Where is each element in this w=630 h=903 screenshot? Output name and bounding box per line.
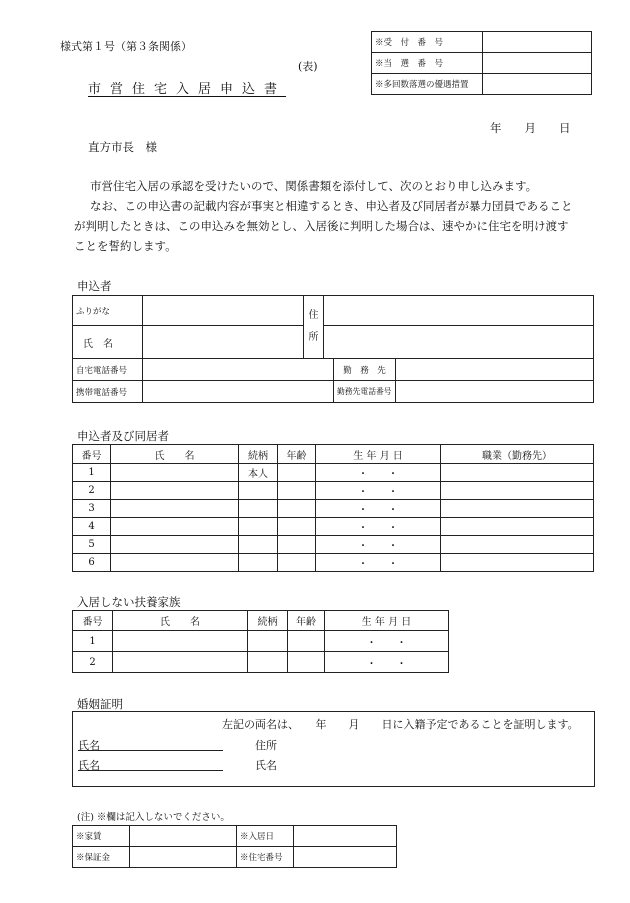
deposit-label: ※保証金	[73, 847, 130, 868]
marriage-name1-label: 氏名	[78, 739, 100, 752]
dep-name-field[interactable]	[113, 652, 248, 673]
household-table	[72, 444, 594, 572]
dep-relation-field[interactable]	[248, 652, 288, 673]
hh-header-dob: 生 年 月 日	[316, 445, 441, 464]
name-label: 氏 名	[73, 326, 143, 359]
applicant-table	[72, 295, 594, 403]
hh-occupation-field[interactable]	[441, 500, 594, 518]
dep-dob-field[interactable]: ・ ・	[325, 631, 449, 652]
name-field[interactable]	[143, 326, 304, 359]
dep-header-no: 番号	[73, 611, 113, 631]
hh-age-field[interactable]	[278, 482, 316, 500]
address-field[interactable]	[324, 326, 594, 359]
hh-name-field[interactable]	[111, 536, 239, 554]
work-phone-field[interactable]	[396, 381, 594, 403]
workplace-field[interactable]	[396, 359, 594, 381]
hh-row-no: 5	[73, 536, 111, 554]
hh-dob-field[interactable]: ・ ・	[316, 536, 441, 554]
table-row	[73, 554, 594, 572]
table-row	[73, 518, 594, 536]
address-field-top[interactable]	[324, 296, 594, 326]
dep-relation-field[interactable]	[248, 631, 288, 652]
dep-row-no: 2	[73, 652, 113, 673]
marriage-statement: 左記の両名は、 年 月 日に入籍予定であることを証明します。	[222, 718, 579, 731]
intro-line-2: なお、この申込書の記載内容が事実と相違するとき、申込者及び同居者が暴力団員であること	[90, 199, 573, 213]
form-number: 様式第１号（第３条関係）	[60, 40, 192, 53]
hh-dob-field[interactable]: ・ ・	[316, 554, 441, 572]
front-side-label: (表)	[298, 60, 318, 73]
lottery-number-label: ※当 選 番 号	[372, 53, 483, 74]
office-use-table	[371, 31, 592, 95]
hh-dob-field[interactable]: ・ ・	[316, 464, 441, 482]
reception-number-field[interactable]	[483, 32, 592, 53]
hh-dob-field[interactable]: ・ ・	[316, 518, 441, 536]
intro-line-1: 市営住宅入居の承認を受けたいので、関係書類を添付して、次のとおり申し込みます。	[90, 179, 538, 193]
office-note-table	[72, 825, 397, 868]
hh-occupation-field[interactable]	[441, 518, 594, 536]
deposit-field[interactable]	[130, 847, 237, 868]
hh-header-relation: 続柄	[239, 445, 278, 464]
marriage-section-title: 婚姻証明	[77, 697, 123, 711]
hh-dob-field[interactable]: ・ ・	[316, 482, 441, 500]
dep-row-no: 1	[73, 631, 113, 652]
mobile-phone-field[interactable]	[143, 381, 334, 403]
hh-row-no: 2	[73, 482, 111, 500]
house-number-field[interactable]	[294, 847, 397, 868]
hh-relation-field[interactable]: 本人	[239, 464, 278, 482]
table-row	[73, 652, 449, 673]
marriage-name1-field[interactable]	[78, 750, 223, 751]
hh-name-field[interactable]	[111, 482, 239, 500]
dep-age-field[interactable]	[288, 631, 325, 652]
hh-relation-field[interactable]	[239, 482, 278, 500]
table-row	[73, 536, 594, 554]
hh-row-no: 6	[73, 554, 111, 572]
dep-header-dob: 生 年 月 日	[325, 611, 449, 631]
rent-field[interactable]	[130, 826, 237, 847]
hh-relation-field[interactable]	[239, 536, 278, 554]
hh-age-field[interactable]	[278, 500, 316, 518]
dep-dob-field[interactable]: ・ ・	[325, 652, 449, 673]
hh-name-field[interactable]	[111, 500, 239, 518]
intro-line-4: ことを誓約します。	[74, 239, 177, 253]
note-text: (注) ※欄は記入しないでください。	[77, 812, 230, 823]
rent-label: ※家賃	[73, 826, 130, 847]
hh-occupation-field[interactable]	[441, 536, 594, 554]
move-in-date-label: ※入居日	[237, 826, 294, 847]
hh-header-no: 番号	[73, 445, 111, 464]
hh-header-occupation: 職業（勤務先）	[441, 445, 594, 464]
preferential-measure-field[interactable]	[483, 74, 592, 95]
hh-relation-field[interactable]	[239, 518, 278, 536]
dep-header-age: 年齢	[288, 611, 325, 631]
addressee: 直方市長 様	[88, 140, 157, 154]
hh-name-field[interactable]	[111, 554, 239, 572]
furigana-field[interactable]	[143, 296, 304, 326]
home-phone-label: 自宅電話番号	[73, 359, 143, 381]
dep-age-field[interactable]	[288, 652, 325, 673]
hh-occupation-field[interactable]	[441, 554, 594, 572]
furigana-label: ふりがな	[73, 296, 143, 326]
hh-age-field[interactable]	[278, 536, 316, 554]
hh-row-no: 1	[73, 464, 111, 482]
intro-line-3: が判明したときは、この申込みを無効とし、入居後に判明した場合は、速やかに住宅を明け渡す	[74, 219, 569, 233]
applicant-section-title: 申込者	[77, 279, 112, 293]
hh-occupation-field[interactable]	[441, 464, 594, 482]
hh-header-age: 年齢	[278, 445, 316, 464]
hh-name-field[interactable]	[111, 518, 239, 536]
hh-relation-field[interactable]	[239, 500, 278, 518]
hh-name-field[interactable]	[111, 464, 239, 482]
dependents-section-title: 入居しない扶養家族	[77, 595, 181, 609]
certifier-name-label: 氏名	[255, 759, 277, 772]
date-line: 年 月 日	[490, 121, 571, 135]
form-title: 市営住宅入居申込書	[88, 82, 287, 97]
lottery-number-field[interactable]	[483, 53, 592, 74]
marriage-name2-field[interactable]	[78, 770, 223, 771]
work-phone-label: 勤務先電話番号	[334, 381, 396, 403]
hh-age-field[interactable]	[278, 464, 316, 482]
workplace-label: 勤 務 先	[334, 359, 396, 381]
certifier-address-label: 住所	[255, 739, 277, 752]
household-section-title: 申込者及び同居者	[77, 429, 169, 443]
table-row	[73, 631, 449, 652]
dependents-table	[72, 610, 449, 673]
home-phone-field[interactable]	[143, 359, 334, 381]
hh-occupation-field[interactable]	[441, 482, 594, 500]
mobile-phone-label: 携帯電話番号	[73, 381, 143, 403]
hh-row-no: 3	[73, 500, 111, 518]
dep-header-name: 氏 名	[113, 611, 248, 631]
hh-age-field[interactable]	[278, 554, 316, 572]
marriage-name2-label: 氏名	[78, 759, 100, 772]
dep-name-field[interactable]	[113, 631, 248, 652]
reception-number-label: ※受 付 番 号	[372, 32, 483, 53]
move-in-date-field[interactable]	[294, 826, 397, 847]
hh-age-field[interactable]	[278, 518, 316, 536]
table-row	[73, 464, 594, 482]
house-number-label: ※住宅番号	[237, 847, 294, 868]
dep-header-relation: 続柄	[248, 611, 288, 631]
table-row	[73, 482, 594, 500]
hh-header-name: 氏 名	[111, 445, 239, 464]
preferential-measure-label: ※多回数落選の優遇措置	[372, 74, 483, 95]
address-label: 住 所	[304, 296, 324, 359]
table-row	[73, 500, 594, 518]
hh-relation-field[interactable]	[239, 554, 278, 572]
hh-row-no: 4	[73, 518, 111, 536]
hh-dob-field[interactable]: ・ ・	[316, 500, 441, 518]
